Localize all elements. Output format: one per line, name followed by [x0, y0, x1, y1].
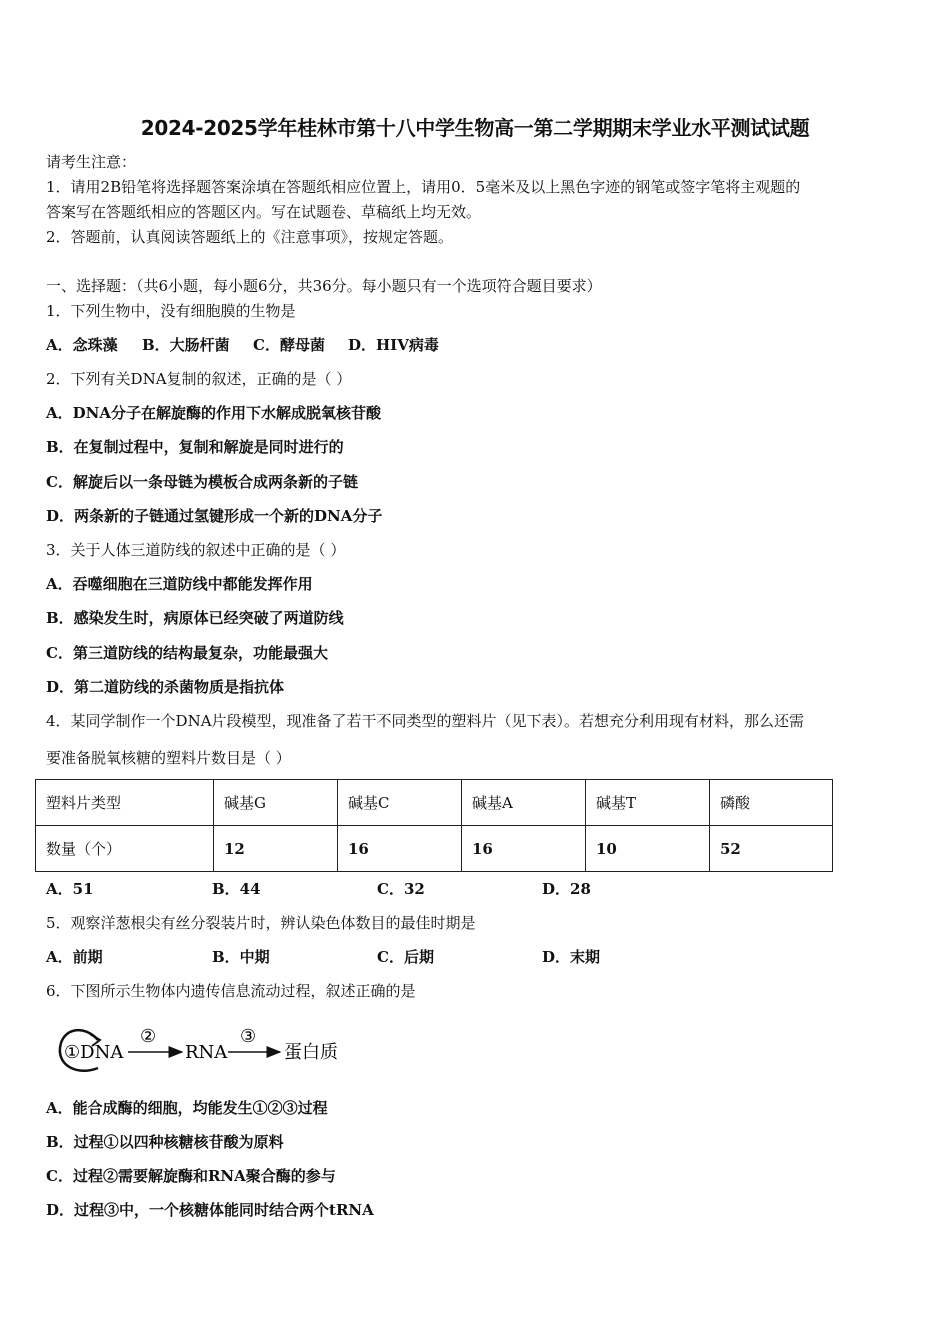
- diagram-step-3-label: ③: [240, 1026, 257, 1047]
- question-3-stem: 3．关于人体三道防线的叙述中正确的是（ ）: [46, 541, 346, 559]
- question-6-stem: 6．下图所示生物体内遗传信息流动过程，叙述正确的是: [46, 982, 416, 1000]
- question-5-option-d: D．末期: [542, 948, 601, 966]
- table-header-row: [36, 780, 833, 826]
- question-4-option-b: B．44: [212, 880, 261, 898]
- table-cell: 碱基A: [462, 780, 586, 826]
- question-6-option-d: D．过程③中，一个核糖体能同时结合两个tRNA: [46, 1201, 374, 1219]
- table-cell: 碱基C: [338, 780, 462, 826]
- question-1-option-d: D．HIV病毒: [348, 336, 439, 354]
- table-cell: 碱基G: [214, 780, 338, 826]
- diagram-rna-label: RNA: [185, 1042, 228, 1063]
- question-1-stem: 1．下列生物中，没有细胞膜的生物是: [46, 302, 296, 320]
- question-1-option-a: A．念珠藻: [46, 336, 118, 354]
- notice-heading: 请考生注意：: [46, 153, 137, 171]
- question-6-option-a: A．能合成酶的细胞，均能发生①②③过程: [46, 1099, 328, 1117]
- question-3-option-d: D．第二道防线的杀菌物质是指抗体: [46, 678, 285, 696]
- question-5-option-b: B．中期: [212, 948, 270, 966]
- notice-item-1-line-1: 1．请用2B铅笔将选择题答案涂填在答题纸相应位置上，请用0．5毫米及以上黑色字迹的钢笔或签字笔将主观题的: [46, 178, 801, 196]
- question-3-option-b: B．感染发生时，病原体已经突破了两道防线: [46, 609, 344, 627]
- notice-item-2: 2．答题前，认真阅读答题纸上的《注意事项》，按规定答题。: [46, 228, 454, 246]
- question-3-option-c: C．第三道防线的结构最复杂，功能最强大: [46, 644, 328, 662]
- table-cell: 磷酸: [710, 780, 833, 826]
- question-4-option-a: A．51: [46, 880, 94, 898]
- question-2-option-a: A．DNA分子在解旋酶的作用下水解成脱氧核苷酸: [46, 404, 381, 422]
- question-5-option-a: A．前期: [46, 948, 103, 966]
- section-heading: 一、选择题：（共6小题，每小题6分，共36分。每小题只有一个选项符合题目要求）: [46, 277, 602, 295]
- question-4-stem-line-2: 要准备脱氧核糖的塑料片数目是（ ）: [46, 749, 291, 767]
- genetic-flow-diagram: [54, 1018, 364, 1088]
- diagram-dna-label: ①DNA: [64, 1042, 124, 1063]
- table-cell: 52: [710, 826, 833, 872]
- diagram-step-2-label: ②: [140, 1026, 157, 1047]
- question-1-option-b: B．大肠杆菌: [142, 336, 230, 354]
- table-cell: 数量（个）: [36, 826, 214, 872]
- table-cell: 16: [338, 826, 462, 872]
- plastic-pieces-table: [35, 779, 833, 872]
- table-cell: 16: [462, 826, 586, 872]
- question-4-option-d: D．28: [542, 880, 591, 898]
- question-1-option-c: C．酵母菌: [253, 336, 325, 354]
- table-row: [36, 826, 833, 872]
- question-3-option-a: A．吞噬细胞在三道防线中都能发挥作用: [46, 575, 313, 593]
- table-cell: 12: [214, 826, 338, 872]
- question-2-option-b: B．在复制过程中，复制和解旋是同时进行的: [46, 438, 344, 456]
- question-2-option-c: C．解旋后以一条母链为模板合成两条新的子链: [46, 473, 358, 491]
- table-cell: 10: [586, 826, 710, 872]
- diagram-protein-label: 蛋白质: [284, 1042, 338, 1063]
- question-4-stem-line-1: 4．某同学制作一个DNA片段模型，现准备了若干不同类型的塑料片（见下表）。若想充分利用现有材料，那么还需: [46, 712, 805, 730]
- notice-item-1-line-2: 答案写在答题纸相应的答题区内。写在试题卷、草稿纸上均无效。: [46, 203, 482, 221]
- question-2-stem: 2．下列有关DNA复制的叙述，正确的是（ ）: [46, 370, 352, 388]
- question-2-option-d: D．两条新的子链通过氢键形成一个新的DNA分子: [46, 507, 383, 525]
- page-title: 2024-2025学年桂林市第十八中学生物高一第二学期期末学业水平测试试题: [140, 116, 810, 140]
- question-6-option-c: C．过程②需要解旋酶和RNA聚合酶的参与: [46, 1167, 336, 1185]
- table-cell: 碱基T: [586, 780, 710, 826]
- question-5-option-c: C．后期: [377, 948, 434, 966]
- question-6-option-b: B．过程①以四种核糖核苷酸为原料: [46, 1133, 284, 1151]
- question-4-option-c: C．32: [377, 880, 425, 898]
- question-5-stem: 5．观察洋葱根尖有丝分裂装片时，辨认染色体数目的最佳时期是: [46, 914, 476, 932]
- table-cell: 塑料片类型: [36, 780, 214, 826]
